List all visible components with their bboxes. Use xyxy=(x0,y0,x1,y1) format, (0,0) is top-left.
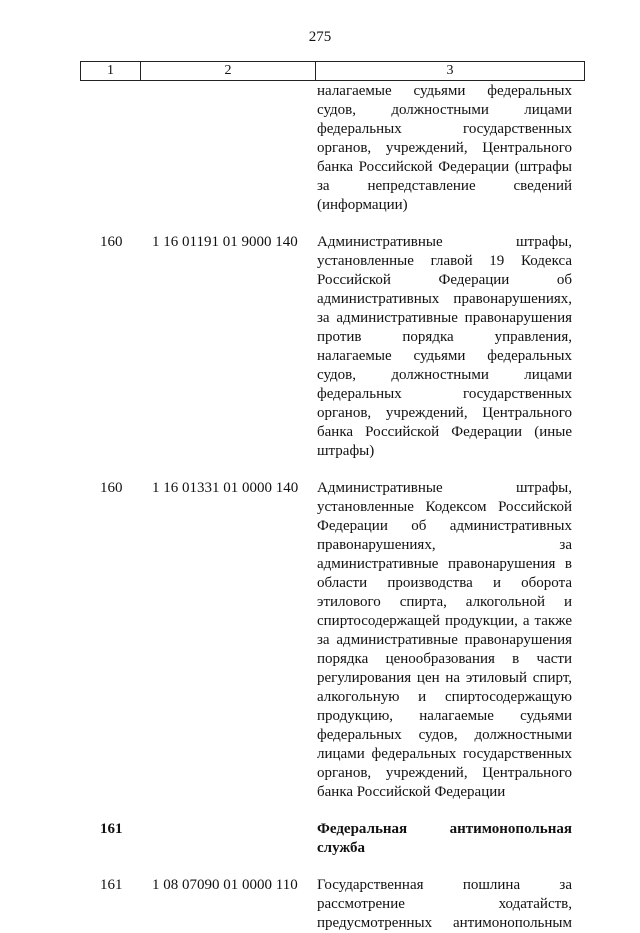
description-line: Федерации об административных xyxy=(317,518,572,534)
description xyxy=(317,82,572,215)
description-line: регулирования цен на этиловый спирт, xyxy=(317,670,572,686)
description-line: рассмотрение ходатайств, xyxy=(317,896,572,912)
header-col-3: 3 xyxy=(446,63,454,78)
table-row xyxy=(0,233,640,461)
description-line: порядка ценообразования в части xyxy=(317,651,572,667)
description-line: за непредставление сведений xyxy=(317,178,572,194)
description-line: за административные правонарушения xyxy=(317,310,572,326)
description-line: Государственная пошлина за xyxy=(317,877,572,893)
description-line: (информации) xyxy=(317,197,408,213)
description-line: алкогольную и спиртосодержащую xyxy=(317,689,572,705)
description-line: банка Российской Федерации xyxy=(317,784,506,800)
description-line: судов, должностными лицами xyxy=(317,102,572,118)
table-body xyxy=(0,82,640,933)
table-row xyxy=(0,82,640,215)
description-line: установленные главой 19 Кодекса xyxy=(317,253,572,269)
description-line: судов, должностными лицами xyxy=(317,367,572,383)
admin-code: 160 xyxy=(100,234,123,250)
description-line: установленные Кодексом Российской xyxy=(317,499,572,515)
description-line: Административные штрафы, xyxy=(317,234,572,250)
kbk-code: 1 16 01191 01 9000 140 xyxy=(152,234,298,250)
description-line: органов, учреждений, Центрального xyxy=(317,140,572,156)
description xyxy=(317,479,572,802)
description-line: Российской Федерации об xyxy=(317,272,572,288)
admin-code: 160 xyxy=(100,480,123,496)
table-row-section xyxy=(0,820,640,858)
description-line: спиртосодержащей продукции, а также xyxy=(317,613,572,629)
admin-code: 161 xyxy=(100,877,123,893)
description-line: федеральных государственных xyxy=(317,386,572,402)
description-line: административные правонарушения в xyxy=(317,556,572,572)
description-line: за административные правонарушения xyxy=(317,632,572,648)
description-line: органов, учреждений, Центрального xyxy=(317,765,572,781)
description xyxy=(317,233,572,461)
admin-code: 161 xyxy=(100,821,123,837)
description-line: Административные штрафы, xyxy=(317,480,572,496)
description-line: банка Российской Федерации (иные xyxy=(317,424,572,440)
description-line: федеральных государственных xyxy=(317,121,572,137)
description-line: налагаемые судьями федеральных xyxy=(317,83,572,99)
section-title xyxy=(317,820,572,858)
description-line: банка Российской Федерации (штрафы xyxy=(317,159,572,175)
description-line: налагаемые судьями федеральных xyxy=(317,348,572,364)
description-line: предусмотренных антимонопольным xyxy=(317,915,572,931)
table-row xyxy=(0,479,640,802)
description-line: лицами федеральных государственных xyxy=(317,746,572,762)
description-line: административных правонарушениях, xyxy=(317,291,572,307)
kbk-code: 1 08 07090 01 0000 110 xyxy=(152,877,298,893)
description-line: правонарушениях, за xyxy=(317,537,572,553)
description-line: федеральных судов, должностными xyxy=(317,727,572,743)
description-line: продукцию, налагаемые судьями xyxy=(317,708,572,724)
description-line: Федеральная антимонопольная xyxy=(317,821,572,837)
table-header xyxy=(80,61,585,81)
description-line: органов, учреждений, Центрального xyxy=(317,405,572,421)
description-line: штрафы) xyxy=(317,443,375,459)
kbk-code: 1 16 01331 01 0000 140 xyxy=(152,480,299,496)
header-col-2: 2 xyxy=(141,62,316,80)
header-col-1: 1 xyxy=(81,62,141,80)
page-number: 275 xyxy=(308,29,332,45)
description-line: против порядка управления, xyxy=(317,329,572,345)
description-line: служба xyxy=(317,840,366,856)
description-line: этилового спирта, алкогольной и xyxy=(317,594,572,610)
description-line: области производства и оборота xyxy=(317,575,572,591)
